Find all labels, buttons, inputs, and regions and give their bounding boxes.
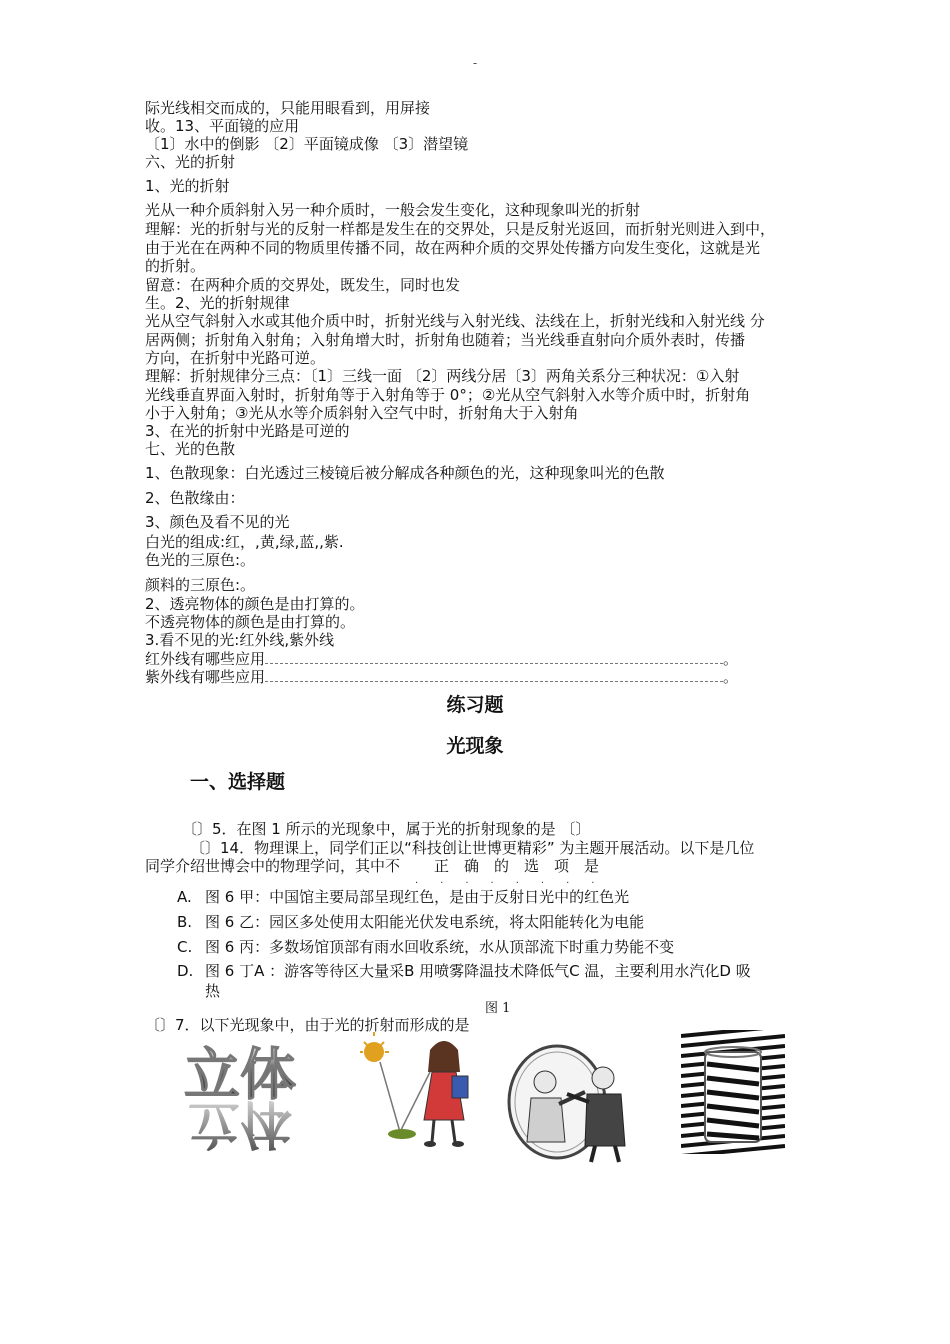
option-text: 图 6 乙：园区多处使用太阳能光伏发电系统，将太阳能转化为电能 (205, 913, 645, 931)
note-line: 光线垂直界面入射时，折射角等于入射角等于 0°；②光从空气斜射入水等介质中时，折射角 (145, 386, 751, 404)
figure-image-man-mirror (505, 1042, 637, 1166)
question-14-cont (145, 857, 614, 875)
note-line: 生。2、光的折射规律 (145, 294, 290, 312)
note-line: 1、色散现象：白光透过三棱镜后被分解成各种颜色的光，这种现象叫光的色散 (145, 464, 665, 482)
option-text: 图 6 丁A ：游客等待区大量采B 用喷雾降温技术降低气C 温，主要利用水汽化D 吸 (205, 962, 751, 980)
option-d-cont: 热 (205, 982, 221, 1000)
option-a (177, 888, 629, 906)
question-7: 〔〕7．以下光现象中，由于光的折射而形成的是 (145, 1016, 470, 1034)
figure-image-glass-stripes (681, 1030, 785, 1154)
option-key: D. (177, 962, 194, 980)
section-title: 一、选择题 (190, 771, 286, 793)
note-line: 2、色散缘由： (145, 489, 245, 507)
fill-blank-prompt: 红外线有哪些应用 (145, 650, 266, 668)
figure-text-reflection: 立体 (187, 1093, 293, 1153)
question-5: 〔〕5．在图 1 所示的光现象中，属于光的折射现象的是 〔〕 (182, 820, 591, 838)
subheading: 3、颜色及看不见的光 (145, 513, 290, 531)
fill-blank-line (145, 668, 738, 686)
note-line: 2、透亮物体的颜色是由打算的。 (145, 595, 365, 613)
option-key: A. (177, 888, 192, 906)
fill-blank-prompt: 紫外线有哪些应用 (145, 668, 266, 686)
emphasized-char: 是 (584, 857, 600, 875)
note-line: 不透亮物体的颜色是由打算的。 (145, 613, 356, 631)
note-line: 方向，在折射中光路可逆。 (145, 349, 326, 367)
emphasized-char: 正 (434, 857, 450, 875)
line-end-mark: 。 (723, 668, 739, 686)
option-key: B. (177, 913, 193, 931)
blank-dotted-line (265, 651, 723, 664)
blank-dotted-line (265, 669, 723, 682)
figure-text: 立体 (184, 1043, 296, 1108)
question-text: 同学介绍世博会中的物理学问，其中不 (145, 857, 401, 875)
emphasis-dots: ········ (415, 878, 617, 889)
note-line: 3.看不见的光:红外线,紫外线 (145, 631, 335, 649)
figure-image-3d-text (145, 1038, 335, 1156)
topic-title: 光现象 (446, 735, 504, 757)
practice-title: 练习题 (446, 694, 504, 716)
option-d (177, 962, 751, 980)
subheading: 1、光的折射 (145, 177, 230, 195)
option-text: 图 6 甲：中国馆主要局部呈现红色，是由于反射日光中的红色光 (205, 888, 630, 906)
note-line: 〔1〕水中的倒影 〔2〕平面镜成像 〔3〕潜望镜 (145, 135, 469, 153)
option-text: 图 6 丙：多数场馆顶部有雨水回收系统，水从顶部流下时重力势能不变 (205, 938, 675, 956)
emphasized-char: 选 (524, 857, 540, 875)
emphasized-char: 确 (464, 857, 480, 875)
emphasized-char: 项 (554, 857, 570, 875)
note-line: 3、在光的折射中光路是可逆的 (145, 422, 350, 440)
note-line: 的折射。 (145, 257, 206, 275)
mirror-on-ground (388, 1129, 416, 1139)
option-b (177, 913, 644, 931)
note-line: 际光线相交而成的，只能用眼看到，用屏接 (145, 99, 431, 117)
note-line: 色光的三原色:。 (145, 551, 256, 569)
note-line: 光从空气斜射入水或其他介质中时，折射光线与入射光线、法线在上，折射光线和入射光线 分 (145, 312, 765, 330)
emphasized-char: 的 (494, 857, 510, 875)
note-line: 居两侧；折射角入射角；入射角增大时，折射角也随着；当光线垂直射向介质外表时，传播 (145, 331, 746, 349)
question-14: 〔〕14．物理课上，同学们正以“科技创让世博更精彩” 为主题开展活动。以下是几位 (190, 839, 755, 857)
page-header-mark: - (472, 56, 478, 70)
section-heading: 六、光的折射 (145, 153, 236, 171)
figure-label: 图 1 (485, 1001, 511, 1016)
note-line: 收。13、平面镜的应用 (145, 117, 300, 135)
option-c (177, 938, 674, 956)
note-line: 光从一种介质斜射入另一种介质时，一般会发生变化，这种现象叫光的折射 (145, 201, 641, 219)
note-line: 理解：折射规律分三点：〔1〕三线一面 〔2〕两线分居〔3〕两角关系分三种状况：①入射 (145, 367, 740, 385)
option-key: C. (177, 938, 193, 956)
note-line: 留意：在两种介质的交界处，既发生，同时也发 (145, 276, 461, 294)
figure-image-girl-mirror (360, 1032, 480, 1152)
note-line: 由于光在在两种不同的物质里传播不同，故在两种介质的交界处传播方向发生变化，这就是光 (145, 239, 761, 257)
note-line: 颜料的三原色:。 (145, 576, 256, 594)
note-line: 小于入射角；③光从水等介质斜射入空气中时，折射角大于入射角 (145, 404, 579, 422)
note-line: 白光的组成:红，,黄,绿,蓝,,紫. (145, 533, 344, 551)
fill-blank-line (145, 650, 738, 668)
section-heading: 七、光的色散 (145, 440, 236, 458)
line-end-mark: 。 (723, 650, 739, 668)
note-line: 理解：光的折射与光的反射一样都是发生在的交界处，只是反射光返回，而折射光则进入到中， (145, 220, 776, 238)
